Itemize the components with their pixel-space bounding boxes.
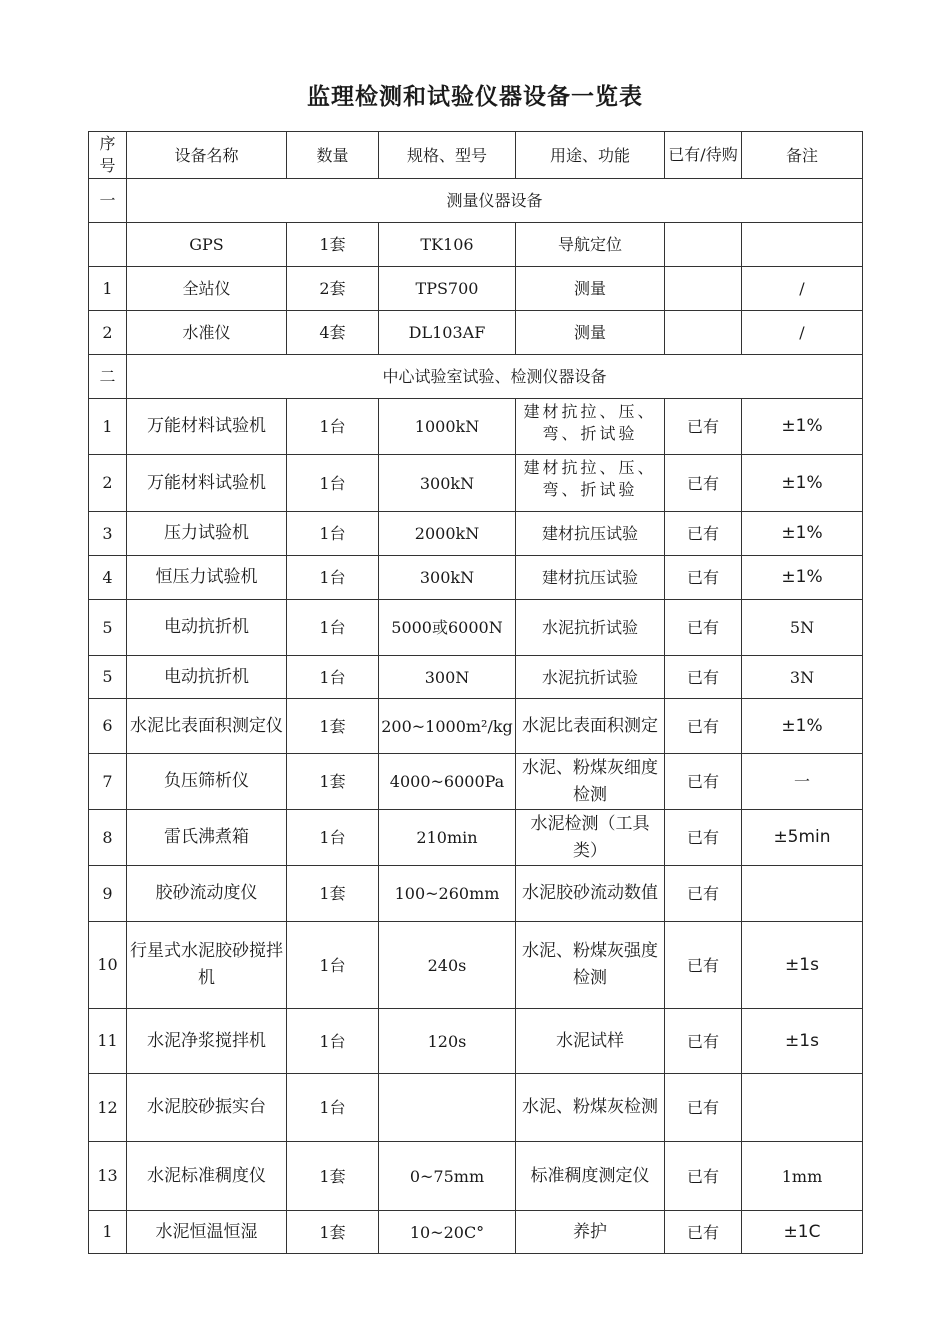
table-row <box>89 1009 863 1074</box>
equipment-qty: 1台 <box>287 810 379 866</box>
equipment-qty: 1台 <box>287 600 379 656</box>
equipment-note: 3N <box>742 656 863 699</box>
equipment-use-text: 建材抗拉、压、弯、折试验 <box>523 458 657 499</box>
equipment-status: 已有 <box>665 1009 742 1074</box>
equipment-name: 万能材料试验机 <box>127 455 287 512</box>
page-title: 监理检测和试验仪器设备一览表 <box>307 84 643 110</box>
equipment-note: ±1% <box>742 512 863 556</box>
equipment-name: GPS <box>127 223 287 267</box>
equipment-qty: 1台 <box>287 922 379 1009</box>
equipment-name: 雷氏沸煮箱 <box>127 810 287 866</box>
equipment-status: 已有 <box>665 1142 742 1211</box>
section-row <box>89 179 863 223</box>
equipment-spec <box>379 1074 516 1142</box>
section-seq: 一 <box>89 179 127 223</box>
equipment-name: 万能材料试验机 <box>127 399 287 455</box>
equipment-qty: 2套 <box>287 267 379 311</box>
section-row <box>89 355 863 399</box>
equipment-spec: TPS700 <box>379 267 516 311</box>
table-row <box>89 866 863 922</box>
equipment-qty: 1套 <box>287 754 379 810</box>
table-row <box>89 512 863 556</box>
equipment-spec: 240s <box>379 922 516 1009</box>
equipment-qty: 1套 <box>287 699 379 754</box>
equipment-name: 行星式水泥胶砂搅拌机 <box>127 922 287 1009</box>
equipment-qty: 1套 <box>287 866 379 922</box>
row-seq: 2 <box>89 311 127 355</box>
equipment-status: 已有 <box>665 699 742 754</box>
equipment-note <box>742 1074 863 1142</box>
equipment-status: 已有 <box>665 455 742 512</box>
equipment-qty: 1台 <box>287 399 379 455</box>
equipment-spec: 200~1000m²/kg <box>379 699 516 754</box>
equipment-spec: TK106 <box>379 223 516 267</box>
equipment-name: 水泥净浆搅拌机 <box>127 1009 287 1074</box>
section-title: 中心试验室试验、检测仪器设备 <box>127 355 863 399</box>
equipment-use: 水泥、粉煤灰强度检测 <box>516 922 665 1009</box>
row-seq: 4 <box>89 556 127 600</box>
equipment-note: 5N <box>742 600 863 656</box>
equipment-spec: 100~260mm <box>379 866 516 922</box>
equipment-spec: 0~75mm <box>379 1142 516 1211</box>
table-row <box>89 311 863 355</box>
equipment-name: 电动抗折机 <box>127 600 287 656</box>
table-row <box>89 1211 863 1254</box>
equipment-name: 胶砂流动度仪 <box>127 866 287 922</box>
row-seq: 11 <box>89 1009 127 1074</box>
equipment-table <box>88 131 863 1254</box>
equipment-qty: 1套 <box>287 1211 379 1254</box>
equipment-name: 负压筛析仪 <box>127 754 287 810</box>
row-seq <box>89 223 127 267</box>
equipment-use <box>516 455 665 512</box>
equipment-use: 建材抗压试验 <box>516 556 665 600</box>
equipment-spec: 120s <box>379 1009 516 1074</box>
equipment-status: 已有 <box>665 1074 742 1142</box>
equipment-note: ±1C <box>742 1211 863 1254</box>
equipment-name: 水泥比表面积测定仪 <box>127 699 287 754</box>
table-row <box>89 223 863 267</box>
row-seq: 6 <box>89 699 127 754</box>
header-name: 设备名称 <box>127 132 287 179</box>
header-use: 用途、功能 <box>516 132 665 179</box>
equipment-use <box>516 399 665 455</box>
table-row <box>89 1142 863 1211</box>
equipment-qty: 1台 <box>287 556 379 600</box>
equipment-use: 水泥抗折试验 <box>516 600 665 656</box>
table-row <box>89 810 863 866</box>
equipment-qty: 1台 <box>287 656 379 699</box>
equipment-status: 已有 <box>665 556 742 600</box>
equipment-qty: 1台 <box>287 512 379 556</box>
equipment-use-text: 建材抗拉、压、弯、折试验 <box>523 401 657 443</box>
row-seq: 1 <box>89 1211 127 1254</box>
equipment-status <box>665 223 742 267</box>
equipment-use: 水泥检测（工具类） <box>516 810 665 866</box>
equipment-name: 电动抗折机 <box>127 656 287 699</box>
equipment-use: 水泥试样 <box>516 1009 665 1074</box>
equipment-use: 养护 <box>516 1211 665 1254</box>
equipment-status: 已有 <box>665 922 742 1009</box>
equipment-note: ±1% <box>742 699 863 754</box>
equipment-spec: 300N <box>379 656 516 699</box>
equipment-spec: 4000~6000Pa <box>379 754 516 810</box>
table-row <box>89 656 863 699</box>
section-seq: 二 <box>89 355 127 399</box>
header-spec: 规格、型号 <box>379 132 516 179</box>
table-row <box>89 754 863 810</box>
equipment-status: 已有 <box>665 754 742 810</box>
row-seq: 9 <box>89 866 127 922</box>
equipment-name: 水准仪 <box>127 311 287 355</box>
equipment-spec: 10~20C° <box>379 1211 516 1254</box>
equipment-status: 已有 <box>665 866 742 922</box>
row-seq: 3 <box>89 512 127 556</box>
equipment-spec: 2000kN <box>379 512 516 556</box>
equipment-status: 已有 <box>665 399 742 455</box>
table-row <box>89 922 863 1009</box>
equipment-use: 水泥抗折试验 <box>516 656 665 699</box>
equipment-name: 全站仪 <box>127 267 287 311</box>
equipment-note: ±1% <box>742 455 863 512</box>
equipment-name: 水泥胶砂振实台 <box>127 1074 287 1142</box>
equipment-status: 已有 <box>665 1211 742 1254</box>
equipment-use: 水泥、粉煤灰检测 <box>516 1074 665 1142</box>
header-seq: 序号 <box>89 132 127 179</box>
table-row <box>89 399 863 455</box>
equipment-note: 一 <box>742 754 863 810</box>
row-seq: 10 <box>89 922 127 1009</box>
equipment-use: 水泥胶砂流动数值 <box>516 866 665 922</box>
row-seq: 5 <box>89 600 127 656</box>
header-row <box>89 132 863 179</box>
equipment-note: 1mm <box>742 1142 863 1211</box>
equipment-qty: 1台 <box>287 1009 379 1074</box>
equipment-qty: 1台 <box>287 455 379 512</box>
row-seq: 2 <box>89 455 127 512</box>
equipment-note: ±1% <box>742 399 863 455</box>
row-seq: 8 <box>89 810 127 866</box>
equipment-qty: 4套 <box>287 311 379 355</box>
equipment-note: ±1s <box>742 922 863 1009</box>
equipment-use: 标准稠度测定仪 <box>516 1142 665 1211</box>
equipment-use: 水泥、粉煤灰细度检测 <box>516 754 665 810</box>
table-row <box>89 455 863 512</box>
equipment-note: ±5min <box>742 810 863 866</box>
equipment-qty: 1套 <box>287 223 379 267</box>
equipment-spec: 1000kN <box>379 399 516 455</box>
equipment-name: 压力试验机 <box>127 512 287 556</box>
equipment-qty: 1套 <box>287 1142 379 1211</box>
equipment-use: 测量 <box>516 267 665 311</box>
equipment-spec: 300kN <box>379 556 516 600</box>
equipment-name: 水泥标准稠度仪 <box>127 1142 287 1211</box>
equipment-spec: 210min <box>379 810 516 866</box>
equipment-status <box>665 267 742 311</box>
equipment-status <box>665 311 742 355</box>
row-seq: 12 <box>89 1074 127 1142</box>
equipment-status: 已有 <box>665 512 742 556</box>
equipment-note <box>742 866 863 922</box>
lab-rows <box>89 399 863 1254</box>
equipment-qty: 1台 <box>287 1074 379 1142</box>
row-seq: 7 <box>89 754 127 810</box>
row-seq: 13 <box>89 1142 127 1211</box>
table-row <box>89 556 863 600</box>
table-row <box>89 699 863 754</box>
equipment-use: 水泥比表面积测定 <box>516 699 665 754</box>
equipment-use: 测量 <box>516 311 665 355</box>
equipment-note: / <box>742 267 863 311</box>
equipment-note: ±1s <box>742 1009 863 1074</box>
equipment-status: 已有 <box>665 600 742 656</box>
header-status: 已有/待购 <box>665 132 742 179</box>
equipment-note: / <box>742 311 863 355</box>
row-seq: 5 <box>89 656 127 699</box>
section-title: 测量仪器设备 <box>127 179 863 223</box>
equipment-spec: 5000或6000N <box>379 600 516 656</box>
equipment-name: 恒压力试验机 <box>127 556 287 600</box>
equipment-use: 导航定位 <box>516 223 665 267</box>
equipment-use: 建材抗压试验 <box>516 512 665 556</box>
table-row <box>89 1074 863 1142</box>
equipment-note: ±1% <box>742 556 863 600</box>
equipment-note <box>742 223 863 267</box>
equipment-status: 已有 <box>665 656 742 699</box>
equipment-spec: 300kN <box>379 455 516 512</box>
survey-rows <box>89 223 863 355</box>
table-row <box>89 267 863 311</box>
equipment-name: 水泥恒温恒湿 <box>127 1211 287 1254</box>
row-seq: 1 <box>89 399 127 455</box>
equipment-spec: DL103AF <box>379 311 516 355</box>
row-seq: 1 <box>89 267 127 311</box>
header-note: 备注 <box>742 132 863 179</box>
header-qty: 数量 <box>287 132 379 179</box>
equipment-status: 已有 <box>665 810 742 866</box>
table-row <box>89 600 863 656</box>
